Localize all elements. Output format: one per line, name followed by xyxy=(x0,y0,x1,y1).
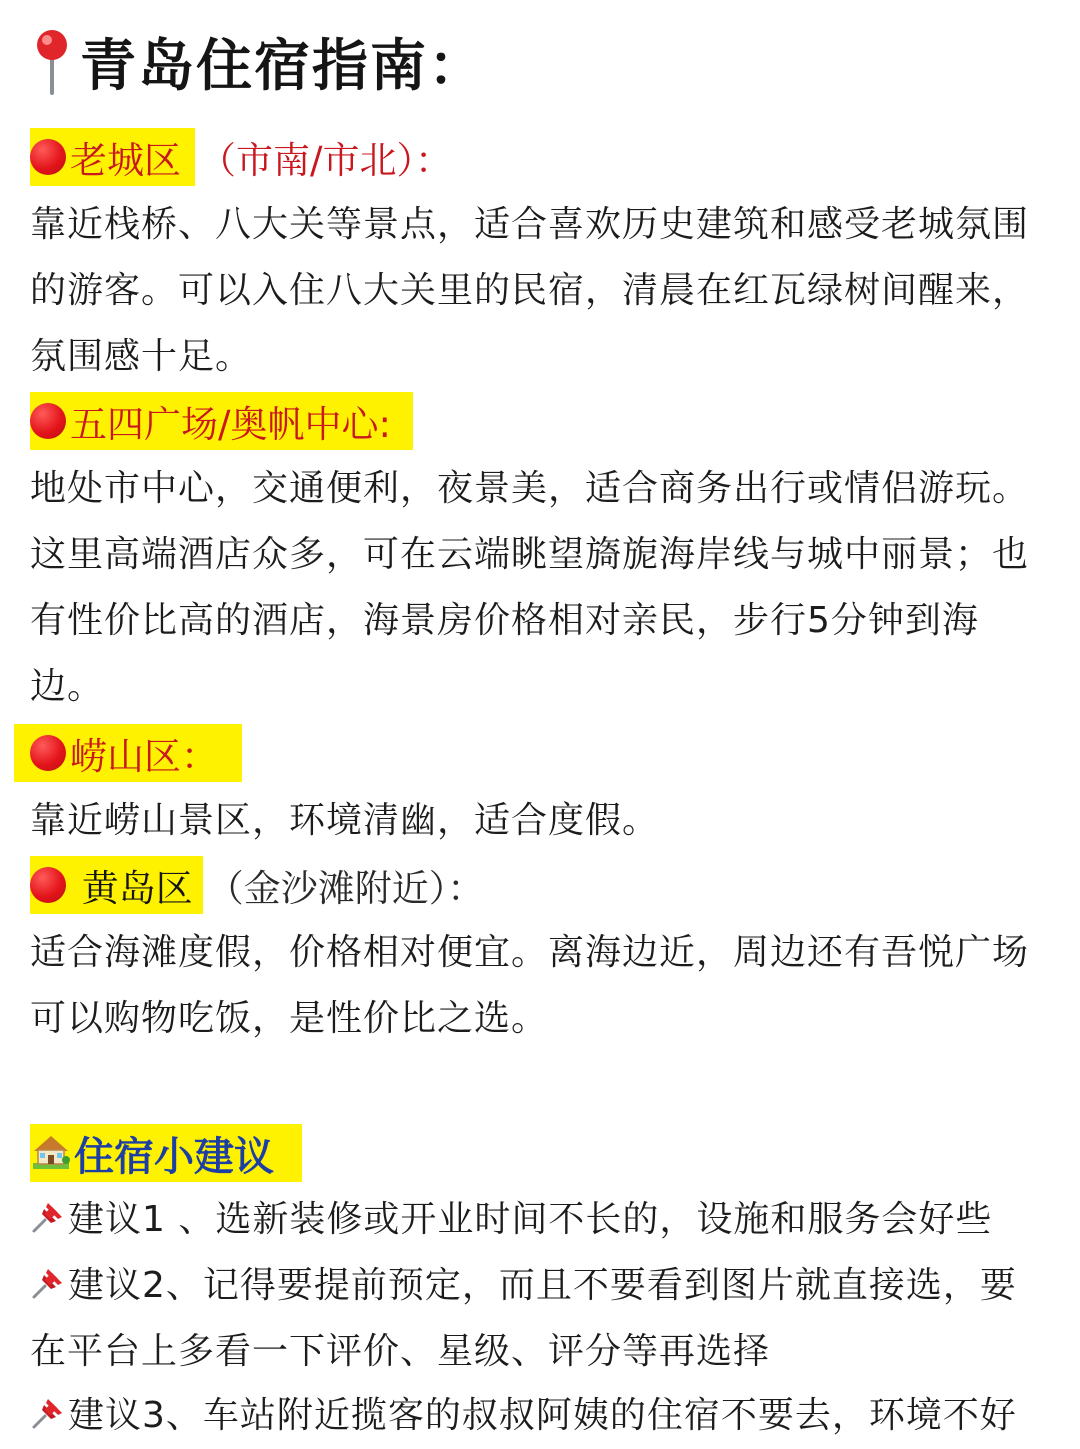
tips-heading xyxy=(30,1124,302,1182)
red-circle-icon xyxy=(30,735,66,771)
area-suffix: （金沙滩附近）： xyxy=(206,867,485,910)
pushpin-icon xyxy=(30,1265,66,1301)
area-heading-highlight xyxy=(30,392,413,450)
area-heading-highlight xyxy=(30,856,203,914)
red-circle-icon xyxy=(30,403,66,439)
area-heading-highlight xyxy=(30,128,195,186)
area-heading-huangdao xyxy=(30,856,484,914)
red-circle-icon xyxy=(30,139,66,175)
page-title-text: 青岛住宿指南： xyxy=(80,34,486,99)
area-heading-old-town xyxy=(30,128,452,186)
area-name: 五四广场/奥帆中心: xyxy=(70,403,391,446)
red-circle-icon xyxy=(30,867,66,903)
house-icon xyxy=(30,1132,72,1174)
tip-text: 建议2、记得要提前预定，而且不要看到图片就直接选，要在平台上多看一下评价、星级、评分等再选择 xyxy=(30,1265,1017,1372)
area-description-huangdao: 适合海滩度假，价格相对便宜。离海边近，周边还有吾悦广场可以购物吃饭，是性价比之选。 xyxy=(30,932,1030,1039)
area-description-may-fourth-square: 地处市中心，交通便利，夜景美，适合商务出行或情侣游玩。这里高端酒店众多，可在云端眺望旖旎海岸线与城中丽景；也有性价比高的酒店，海景房价格相对亲民，步行5分钟到海边。 xyxy=(30,468,1030,707)
area-heading-highlight xyxy=(14,724,242,782)
page-title xyxy=(30,22,486,102)
tip-item xyxy=(30,1253,1040,1385)
area-name: 崂山区： xyxy=(70,735,218,778)
pushpin-icon xyxy=(30,1199,66,1235)
round-pushpin-icon xyxy=(30,27,74,97)
area-name: 老城区 xyxy=(70,139,181,182)
pushpin-icon xyxy=(30,1395,66,1431)
tip-text: 建议1 、选新装修或开业时间不长的，设施和服务会好些 xyxy=(68,1199,993,1240)
tip-item xyxy=(30,1383,1040,1449)
area-heading-laoshan xyxy=(14,724,242,782)
area-description-old-town: 靠近栈桥、八大关等景点，适合喜欢历史建筑和感受老城氛围的游客。可以入住八大关里的民宿，清晨在红瓦绿树间醒来，氛围感十足。 xyxy=(30,204,1030,377)
area-heading-may-fourth-square xyxy=(30,392,413,450)
area-suffix: （市南/市北）： xyxy=(199,139,452,182)
tips-heading-text: 住宿小建议 xyxy=(74,1133,274,1180)
area-name: 黄岛区 xyxy=(70,867,193,910)
tip-text: 建议3、车站附近揽客的叔叔阿姨的住宿不要去，环境不好 xyxy=(68,1395,1017,1436)
area-description-laoshan: 靠近崂山景区，环境清幽，适合度假。 xyxy=(30,800,660,841)
tip-item xyxy=(30,1187,1040,1253)
